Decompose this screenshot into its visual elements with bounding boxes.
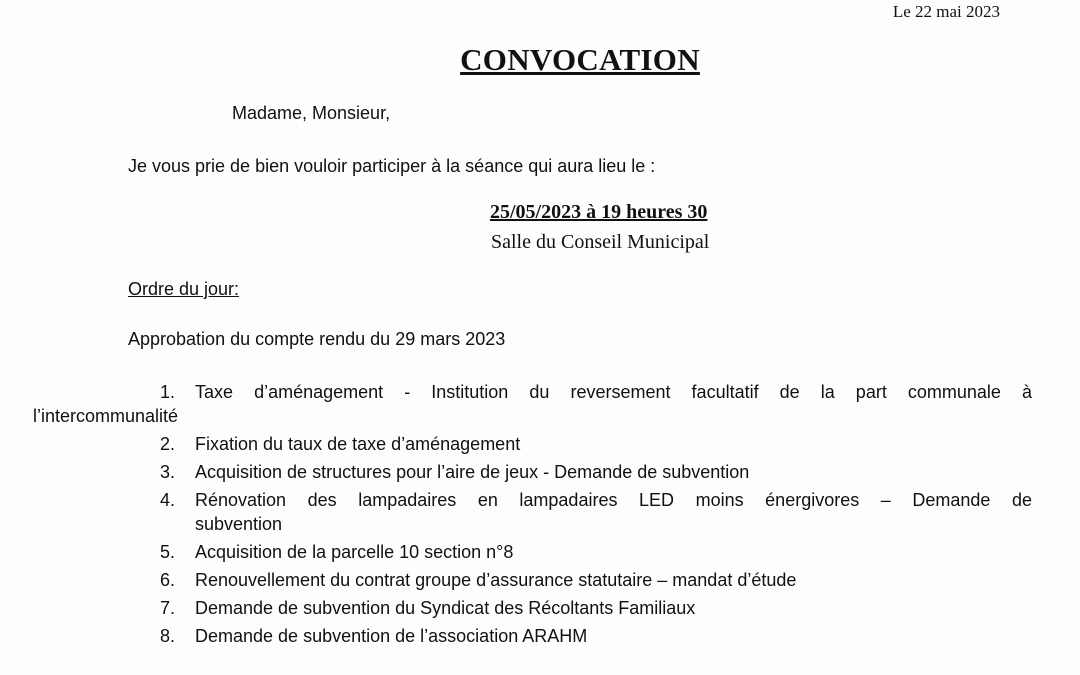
agenda-item-text: Renouvellement du contrat groupe d’assurance statutaire – mandat d’étude bbox=[195, 570, 797, 590]
meeting-datetime: 25/05/2023 à 19 heures 30 bbox=[490, 201, 708, 223]
agenda-item-number: 5. bbox=[160, 542, 176, 562]
agenda-item-text: Acquisition de la parcelle 10 section n°8 bbox=[195, 542, 514, 562]
intro-text: Je vous prie de bien vouloir participer à la séance qui aura lieu le : bbox=[128, 156, 656, 176]
agenda-item-number: 2. bbox=[160, 434, 176, 454]
approval-text: Approbation du compte rendu du 29 mars 2023 bbox=[128, 329, 506, 349]
salutation: Madame, Monsieur, bbox=[232, 103, 391, 123]
agenda-item-text: Acquisition de structures pour l’aire de jeux - Demande de subvention bbox=[195, 462, 750, 482]
agenda-list bbox=[0, 380, 1080, 652]
agenda-item-number: 1. bbox=[160, 382, 176, 402]
letter-date: Le 22 mai 2023 bbox=[892, 2, 1000, 21]
agenda-item-number: 8. bbox=[160, 626, 176, 646]
agenda-item bbox=[0, 540, 1032, 564]
agenda-item-number: 3. bbox=[160, 462, 176, 482]
agenda-item-number: 6. bbox=[160, 570, 176, 590]
agenda-item bbox=[0, 596, 1032, 620]
agenda-item-number: 4. bbox=[160, 490, 176, 510]
agenda-item bbox=[0, 432, 1032, 456]
meeting-place: Salle du Conseil Municipal bbox=[491, 231, 710, 253]
agenda-item bbox=[0, 568, 1032, 592]
agenda-item-text: Taxe d’aménagement - Institution du reversement facultatif de la part communale à bbox=[195, 382, 1032, 402]
agenda-item-text-continued: l’intercommunalité bbox=[33, 406, 179, 426]
agenda-item-text: Fixation du taux de taxe d’aménagement bbox=[195, 434, 521, 454]
agenda-item bbox=[0, 488, 1032, 536]
agenda-item bbox=[0, 380, 1032, 428]
agenda-item bbox=[0, 624, 1032, 648]
agenda-item-number: 7. bbox=[160, 598, 176, 618]
agenda-item-text: Demande de subvention du Syndicat des Récoltants Familiaux bbox=[195, 598, 696, 618]
agenda-item bbox=[0, 460, 1032, 484]
agenda-item-text: Demande de subvention de l’association ARAHM bbox=[195, 626, 588, 646]
agenda-item-text: Rénovation des lampadaires en lampadaires LED moins énergivores – Demande de bbox=[195, 490, 1032, 510]
page-title: CONVOCATION bbox=[460, 42, 700, 77]
agenda-item-text-continued: subvention bbox=[195, 514, 283, 534]
agenda-heading: Ordre du jour: bbox=[128, 279, 240, 299]
